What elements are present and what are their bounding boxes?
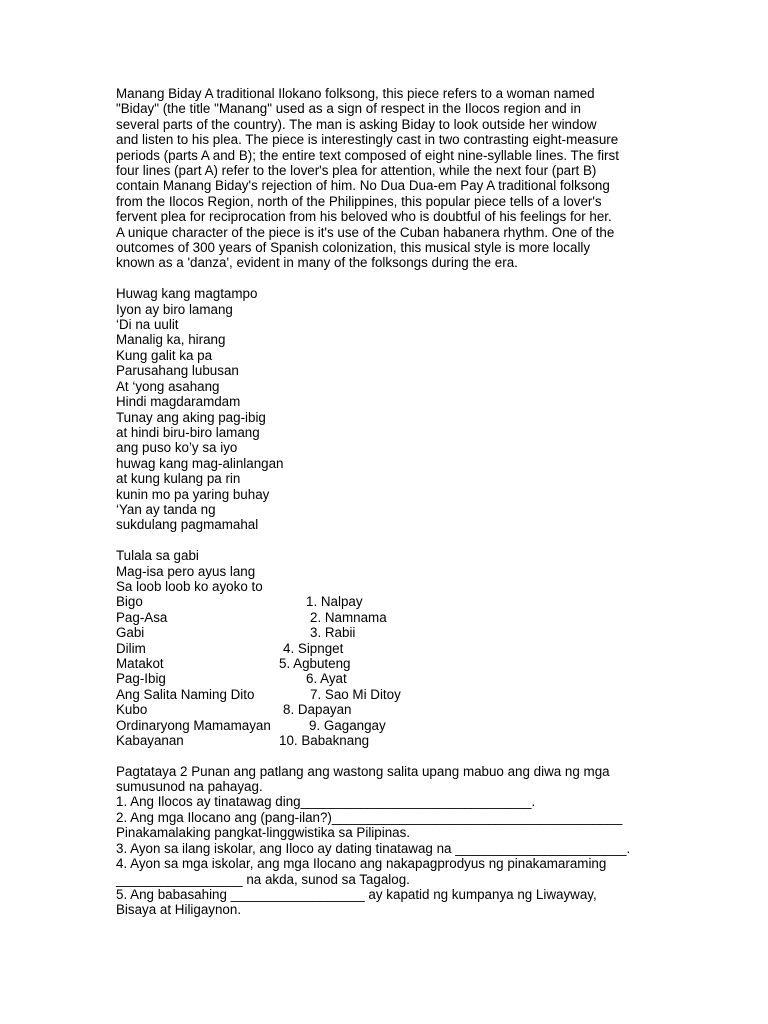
text-line: and listen to his plea. The piece is interestingly cast in two contrasting eight-measure [116,132,619,148]
vocab-row [116,718,676,733]
vocab-row [116,656,676,671]
vocab-ilocano: 6. Ayat [306,671,347,687]
quiz-section [116,764,676,918]
quiz-item: 2. Ang mga Ilocano ang (pang-ilan?)_______________________________________ [116,809,623,825]
lyric-line: kunin mo pa yaring buhay [116,486,270,502]
vocab-tagalog: Pag-Asa [116,609,168,625]
lyric-line: ‘Yan ay tanda ng [116,501,216,517]
lyric-line: Manalig ka, hirang [116,332,226,348]
verse-two [116,548,676,594]
paragraph-gap [116,533,676,548]
song-lyrics [116,286,676,533]
vocab-row [116,671,676,686]
paragraph-gap [116,271,676,286]
intro-paragraph [116,86,676,271]
lyric-line: At ‘yong asahang [116,378,220,394]
quiz-item: Pinakamalaking pangkat-linggwistika sa Pilipinas. [116,825,411,841]
lyric-line: at kung kulang pa rin [116,471,241,487]
vocabulary-list [116,594,676,748]
quiz-item: 3. Ayon sa ilang iskolar, ang Iloco ay dating tinatawag na _______________________. [116,840,631,856]
text-line: contain Manang Biday's rejection of him. No Dua Dua-em Pay A traditional folksong [116,178,610,194]
vocab-row [116,641,676,656]
lyric-line: Kung galit ka pa [116,347,213,363]
lyric-line: Huwag kang magtampo [116,286,258,302]
lyric-line: Tunay ang aking pag-ibig [116,409,266,425]
lyric-line: Sa loob loob ko ayoko to [116,578,263,594]
vocab-row [116,610,676,625]
vocab-row [116,594,676,609]
vocab-tagalog: Dilim [116,640,146,656]
vocab-row [116,687,676,702]
vocab-row [116,625,676,640]
vocab-tagalog: Ang Salita Naming Dito [116,686,255,702]
vocab-ilocano: 1. Nalpay [306,594,363,610]
vocab-ilocano: 7. Sao Mi Ditoy [310,686,401,702]
vocab-ilocano: 5. Agbuteng [279,655,351,671]
text-line: known as a 'danza', evident in many of the folksongs during the era. [116,255,518,271]
lyric-line: ang puso ko’y sa iyo [116,440,238,456]
vocab-ilocano: 4. Sipnget [283,640,344,656]
document-page [116,86,676,918]
text-line: periods (parts A and B); the entire text composed of eight nine-syllable lines. The first [116,147,619,163]
vocab-ilocano: 10. Babaknang [279,732,370,748]
vocab-tagalog: Kabayanan [116,732,184,748]
quiz-item: 1. Ang Ilocos ay tinatawag ding_______________________________. [116,794,536,810]
lyric-line: Iyon ay biro lamang [116,301,233,317]
text-line: fervent plea for reciprocation from his beloved who is doubtful of his feelings for her. [116,209,612,225]
quiz-item: 4. Ayon sa mga iskolar, ang mga Ilocano ang nakapagprodyus ng pinakamaraming [116,856,607,872]
vocab-row [116,733,676,748]
lyric-line: Mag-isa pero ayus lang [116,563,256,579]
vocab-tagalog: Bigo [116,594,143,610]
vocab-ilocano: 3. Rabii [310,625,356,641]
paragraph-gap [116,748,676,763]
lyric-line: ‘Di na uulit [116,317,179,333]
quiz-item: 5. Ang babasahing __________________ ay kapatid ng kumpanya ng Liwayway, [116,886,597,902]
lyric-line: at hindi biru-biro lamang [116,424,260,440]
lyric-line: Parusahang lubusan [116,363,239,379]
text-line: four lines (part A) refer to the lover's plea for attention, while the next four (part B) [116,163,597,179]
text-line: "Biday" (the title "Manang" used as a sign of respect in the Ilocos region and in [116,101,581,117]
quiz-item: _________________ na akda, sunod sa Tagalog. [116,871,410,887]
vocab-ilocano: 9. Gagangay [309,717,386,733]
text-line: several parts of the country). The man is asking Biday to look outside her window [116,116,597,132]
quiz-instructions: sumusunod na pahayag. [116,779,263,795]
vocab-tagalog: Matakot [116,655,164,671]
vocab-row [116,702,676,717]
quiz-item: Bisaya at Hiligaynon. [116,902,242,918]
text-line: outcomes of 300 years of Spanish colonization, this musical style is more locally [116,240,591,256]
lyric-line: Hindi magdaramdam [116,394,241,410]
text-line: from the Ilocos Region, north of the Philippines, this popular piece tells of a lover's [116,193,602,209]
vocab-tagalog: Ordinaryong Mamamayan [116,717,271,733]
vocab-ilocano: 2. Namnama [310,609,387,625]
lyric-line: sukdulang pagmamahal [116,517,259,533]
lyric-line: Tulala sa gabi [116,548,199,564]
text-line: A unique character of the piece is it's use of the Cuban habanera rhythm. One of the [116,224,615,240]
quiz-instructions: Pagtataya 2 Punan ang patlang ang wastong salita upang mabuo ang diwa ng mga [116,763,610,779]
vocab-tagalog: Kubo [116,702,148,718]
vocab-ilocano: 8. Dapayan [283,702,352,718]
vocab-tagalog: Pag-Ibig [116,671,166,687]
lyric-line: huwag kang mag-alinlangan [116,455,284,471]
text-line: Manang Biday A traditional Ilokano folksong, this piece refers to a woman named [116,86,595,101]
vocab-tagalog: Gabi [116,625,145,641]
